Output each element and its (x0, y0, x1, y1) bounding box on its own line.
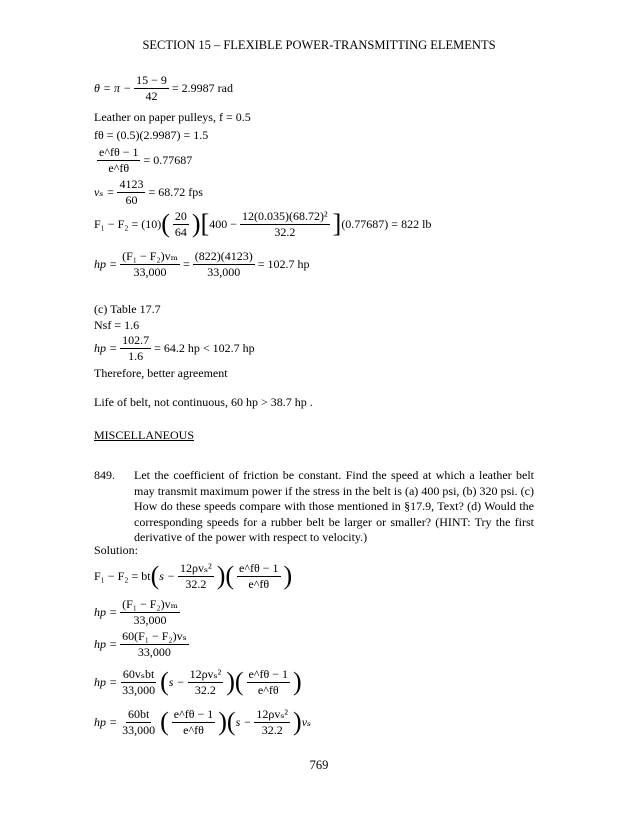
paren-close: ) (216, 561, 226, 591)
paren-open: ( (161, 209, 170, 239)
eq-lhs: hp = (94, 714, 118, 729)
paren-open: ( (160, 667, 169, 697)
numerator: (F₁ − F₂)vₘ (122, 249, 178, 263)
solution-label: Solution: (94, 543, 139, 557)
numerator: 20 (174, 209, 187, 223)
fraction (134, 74, 169, 102)
denominator: e^fθ (257, 682, 279, 697)
numerator: 12ρvₛ² (256, 707, 289, 721)
eq-s: s − (235, 714, 252, 729)
bracket-open: [ (200, 209, 210, 239)
denominator: e^fθ (248, 576, 270, 591)
denominator: 33,000 (133, 612, 167, 627)
numerator: 60(F₁ − F₂)vₛ (122, 629, 187, 643)
text-part-c: (c) Table 17.7 (94, 302, 161, 316)
denominator: 32.2 (261, 722, 283, 737)
eq-s: s − (168, 674, 185, 689)
denominator: 32.2 (194, 682, 216, 697)
numerator: e^fθ − 1 (99, 145, 139, 159)
text-leather-pulleys: Leather on paper pulleys, f = 0.5 (94, 110, 251, 124)
paren-close: ) (293, 667, 302, 697)
eq-rhs: = 2.9987 rad (171, 80, 233, 95)
eq-lhs: F₁ − F₂ = bt (94, 568, 151, 583)
denominator: 32.2 (274, 224, 296, 239)
fraction (120, 630, 189, 658)
denominator: 33,000 (207, 264, 241, 279)
problem-number: 849. (94, 468, 115, 482)
eq-rhs: = 0.77687 (143, 152, 193, 167)
equation-vs (94, 178, 203, 206)
paren-open: ( (225, 561, 235, 591)
problem-statement: Let the coefficient of friction be constant. Find the speed at which a leather belt may transmit maximum power if the stress in the belt is (a) 400 psi, (b) 320 psi. (c) How do these speeds compare with those mentioned in §17.9, Text? (d) Would the corresponding speeds for a rubber belt be larger or smaller? (HINT: Try the first derivative of the power with respect to velocity.) (134, 468, 534, 544)
numerator: e^fθ − 1 (248, 667, 289, 681)
paren-close: ) (293, 707, 302, 737)
paren-close: ) (191, 209, 201, 239)
equation-solution-4 (94, 668, 302, 696)
equation-solution-3 (94, 630, 192, 658)
paren-open: ( (150, 561, 160, 591)
page-header: SECTION 15 – FLEXIBLE POWER-TRANSMITTING ELEMENTS (142, 38, 496, 52)
denominator: 33,000 (122, 682, 156, 697)
denominator: 42 (145, 88, 158, 103)
paren-open: ( (226, 707, 236, 737)
numerator: 12ρvₛ² (180, 561, 212, 575)
eq-lhs: θ = π − (94, 80, 132, 95)
equation-exp-ratio (94, 146, 192, 174)
equation-hp-2 (94, 334, 255, 362)
denominator: e^fθ (108, 160, 130, 175)
numerator: 4123 (119, 177, 144, 191)
fraction (120, 668, 157, 696)
fraction (120, 708, 157, 736)
denominator: 33,000 (133, 264, 167, 279)
numerator: 12ρvₛ² (189, 667, 222, 681)
paren-open: ( (160, 707, 169, 737)
numerator: 15 − 9 (136, 73, 167, 87)
text-belt-life: Life of belt, not continuous, 60 hp > 38.7 hp . (94, 395, 313, 409)
numerator: 102.7 (122, 333, 150, 347)
denominator: 33,000 (137, 644, 171, 659)
fraction (188, 668, 224, 696)
eq-tail: vₛ (301, 714, 312, 729)
fraction (97, 146, 140, 174)
eq-lhs: vₛ = (94, 184, 115, 199)
fraction (173, 210, 189, 238)
eq-rhs: (0.77687) = 822 lb (341, 216, 432, 231)
equation-solution-2 (94, 598, 183, 626)
numerator: 12(0.035)(68.72)² (242, 209, 328, 223)
eq-lhs: hp = (94, 674, 118, 689)
eq-lhs: F₁ − F₂ = (10) (94, 216, 162, 231)
paren-close: ) (283, 561, 293, 591)
eq-rhs: = 64.2 hp < 102.7 hp (154, 340, 255, 355)
eq-lhs: hp = (94, 636, 118, 651)
fraction (117, 178, 145, 206)
fraction (254, 708, 290, 736)
denominator: 60 (125, 192, 138, 207)
section-heading-miscellaneous: MISCELLANEOUS (94, 428, 195, 442)
eq-mid: 400 − (209, 216, 238, 231)
numerator: 60bt (127, 707, 150, 721)
equation-hp-1 (94, 250, 310, 278)
paren-close: ) (218, 707, 227, 737)
fraction (237, 562, 280, 590)
denominator: e^fθ (183, 722, 204, 737)
fraction (240, 210, 330, 238)
eq-lhs: hp = (94, 340, 118, 355)
numerator: e^fθ − 1 (239, 561, 279, 575)
eq-s: s − (159, 568, 176, 583)
paren-close: ) (226, 667, 235, 697)
equation-ftheta: fθ = (0.5)(2.9987) = 1.5 (94, 128, 209, 142)
denominator: 33,000 (122, 722, 156, 737)
fraction (193, 250, 255, 278)
eq-lhs: hp = (94, 256, 118, 271)
fraction (120, 250, 180, 278)
equation-theta (94, 74, 233, 102)
fraction (120, 598, 180, 626)
page-number: 769 (309, 758, 329, 772)
fraction (178, 562, 214, 590)
eq-equals: = (182, 256, 190, 271)
denominator: 32.2 (185, 576, 207, 591)
paren-open: ( (234, 667, 244, 697)
equation-f1-f2 (94, 210, 431, 238)
fraction (120, 334, 151, 362)
numerator: (822)(4123) (194, 249, 253, 263)
eq-rhs: = 102.7 hp (257, 256, 310, 271)
eq-lhs: hp = (94, 604, 118, 619)
numerator: (F₁ − F₂)vₘ (122, 597, 178, 611)
numerator: e^fθ − 1 (173, 707, 214, 721)
numerator: 60vₛbt (122, 667, 155, 681)
equation-solution-5 (94, 708, 311, 736)
equation-nsf: Nsf = 1.6 (94, 318, 140, 332)
equation-solution-1 (94, 562, 292, 590)
eq-rhs: = 68.72 fps (148, 184, 203, 199)
text-better-agreement: Therefore, better agreement (94, 366, 228, 380)
bracket-close: ] (332, 209, 342, 239)
fraction (247, 668, 290, 696)
denominator: 1.6 (128, 348, 144, 363)
fraction (172, 708, 215, 736)
denominator: 64 (174, 224, 187, 239)
